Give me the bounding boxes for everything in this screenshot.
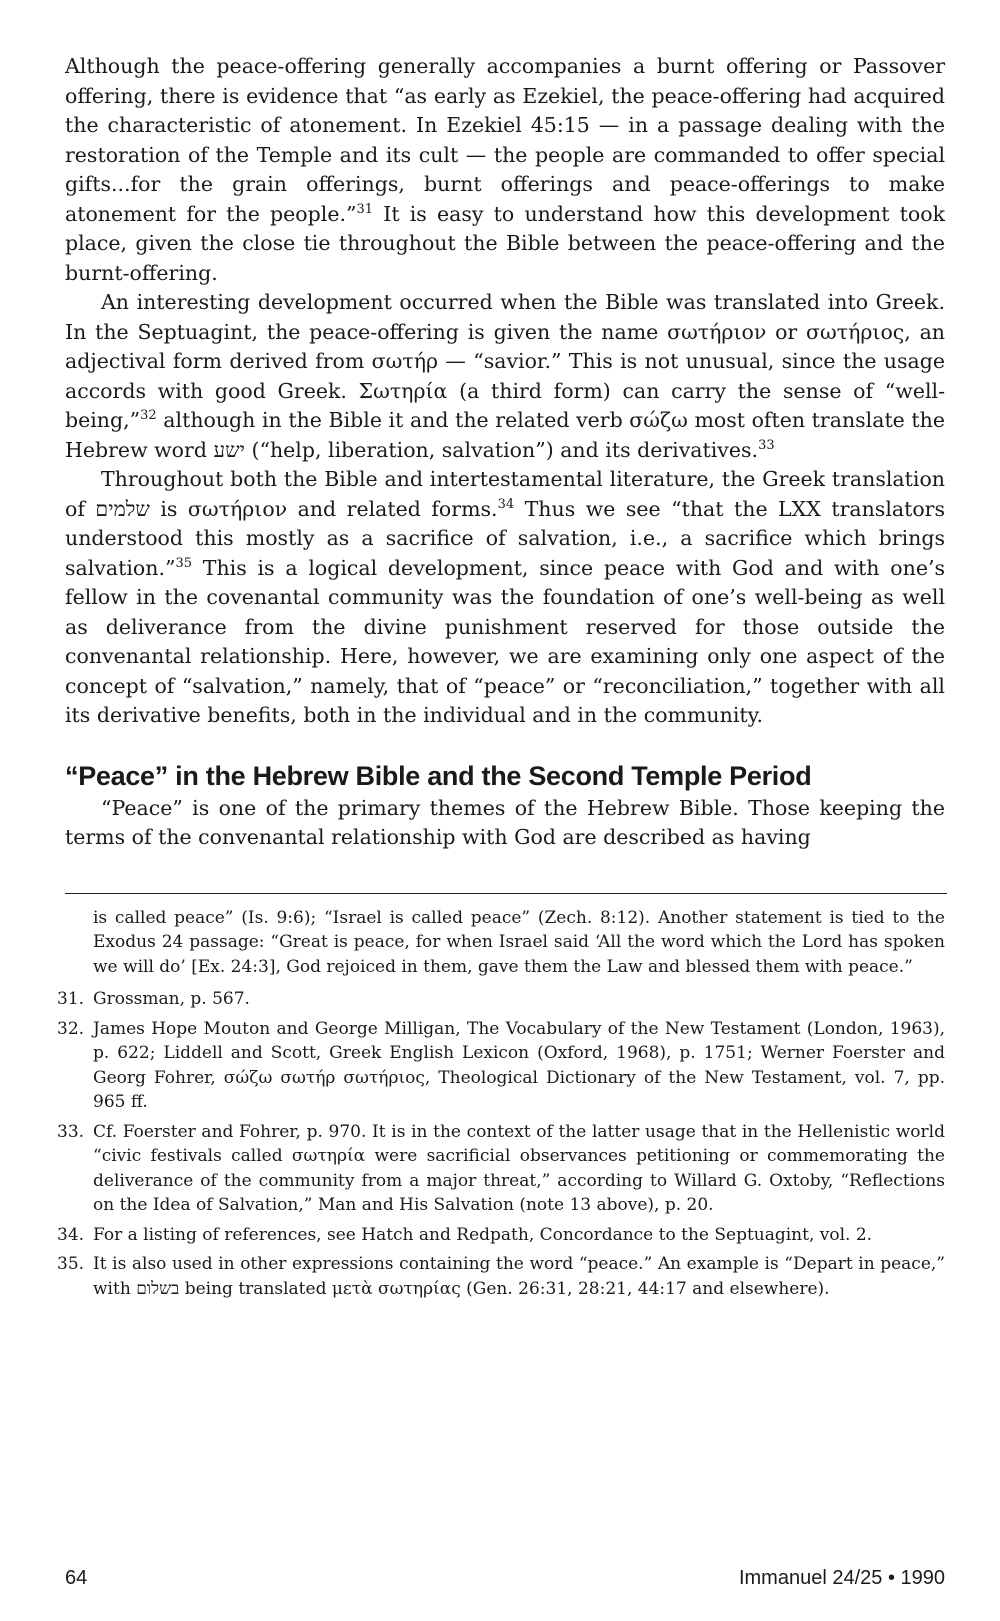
footnotes [57, 906, 945, 1302]
paragraph-3: Throughout both the Bible and intertestamental literature, the Greek translation of שלמים is σωτήριον and related forms.$^{34}$ Thus we see “that the LXX translators understood this mostly as a sacrifice of salvation, i.e., a sacrifice which brings salvation.”$^{35}$ This is a logical development, since peace with God and with one’s fellow in the covenantal community was the foundation of one’s well-being as well as deliverance from the divine punishment reserved for those outside the convenantal relationship. Here, however, we are examining only one aspect of the concept of “salvation,” namely, that of “peace” or “reconciliation,” together with all its derivative benefits, both in the individual and in the community. [65, 467, 946, 727]
paragraph-1: Although the peace-offering generally accompanies a burnt offering or Passover offering, there is evidence that “as early as Ezekiel, the peace-offering had acquired the characteristic of atonement. In Ezekiel 45:15 — in a passage dealing with the restoration of the Temple and its cult — the people are commanded to offer special gifts...for the grain offerings, burnt offerings and peace-offerings to make atonement for the people.”$^{31}$ It is easy to understand how this development took place, given the close tie throughout the Bible between the peace-offering and the burnt-offering. [65, 54, 945, 285]
journal-citation: Immanuel 24/25 • 1990 [738, 1567, 945, 1589]
footnote-32: 32. James Hope Mouton and George Milligan, The Vocabulary of the New Testament (London, 1963), p. 622; Liddell and Scott, Greek English Lexicon (Oxford, 1968), p. 1751; Werner Foerster and Georg Fohrer, σώζω σωτήρ σωτήριος, Theological Dictionary of the New Testament, vol. 7, pp. 965 ff. [57, 1018, 945, 1112]
footnote-31: 31. Grossman, p. 567. [57, 989, 250, 1009]
page-content [57, 52, 946, 1306]
footnote-ref[interactable]: 34 [497, 496, 515, 512]
section-heading: “Peace” in the Hebrew Bible and the Second Temple Period [65, 760, 812, 791]
footnote-34: 34. For a listing of references, see Hatch and Redpath, Concordance to the Septuagint, vol. 2. [57, 1224, 873, 1245]
page-number: 64 [65, 1567, 88, 1589]
footnote-33: 33. Cf. Foerster and Fohrer, p. 970. It is in the context of the latter usage that in the Hellenistic world “civic festivals called σωτηρία were sacrificial observances petitioning or commemorating the deliverance of the community from a major threat,” according to Willard G. Oxtoby, “Reflections on the Idea of Salvation,” Man and His Salvation (note 13 above), p. 20. [57, 1121, 945, 1215]
footnote-ref[interactable]: 31 [356, 201, 374, 217]
paragraph-2: An interesting development occurred when the Bible was translated into Greek. In the Septuagint, the peace-offering is given the name σωτήριον or σωτήριος, an adjectival form derived from σωτήρ — “savior.” This is not unusual, since the usage accords with good Greek. Σωτηρία (a third form) can carry the sense of “well-being,”$^{32}$ although in the Bible it and the related verb σώζω most often translate the Hebrew word ישע (“help, liberation, salvation”) and its derivatives.$^{33}$ [65, 290, 945, 462]
footnote-ref[interactable]: 35 [175, 555, 192, 571]
footnote-continuation: is called peace” (Is. 9:6); “Israel is called peace” (Zech. 8:12). Another statement is tied to the Exodus 24 passage: “Great is peace, for when Israel said ‘All the word which the Lord has spoken we will do’ [Ex. 24:3], God rejoiced in them, gave them the Law and blessed them with peace.” [93, 907, 945, 977]
paragraph-4: “Peace” is one of the primary themes of the Hebrew Bible. Those keeping the terms of the convenantal relationship with God are described as having [65, 795, 945, 849]
footnote-divider [65, 893, 947, 894]
footnote-ref[interactable]: 33 [758, 437, 775, 453]
footnote-ref[interactable]: 32 [140, 408, 157, 423]
body-text [65, 52, 945, 731]
footnote-35: 35. It is also used in other expressions containing the word “peace.” An example is “Depart in peace,” with בשלום being translated μετὰ σωτηρίας (Gen. 26:31, 28:21, 44:17 and elsewhere). [57, 1254, 945, 1299]
